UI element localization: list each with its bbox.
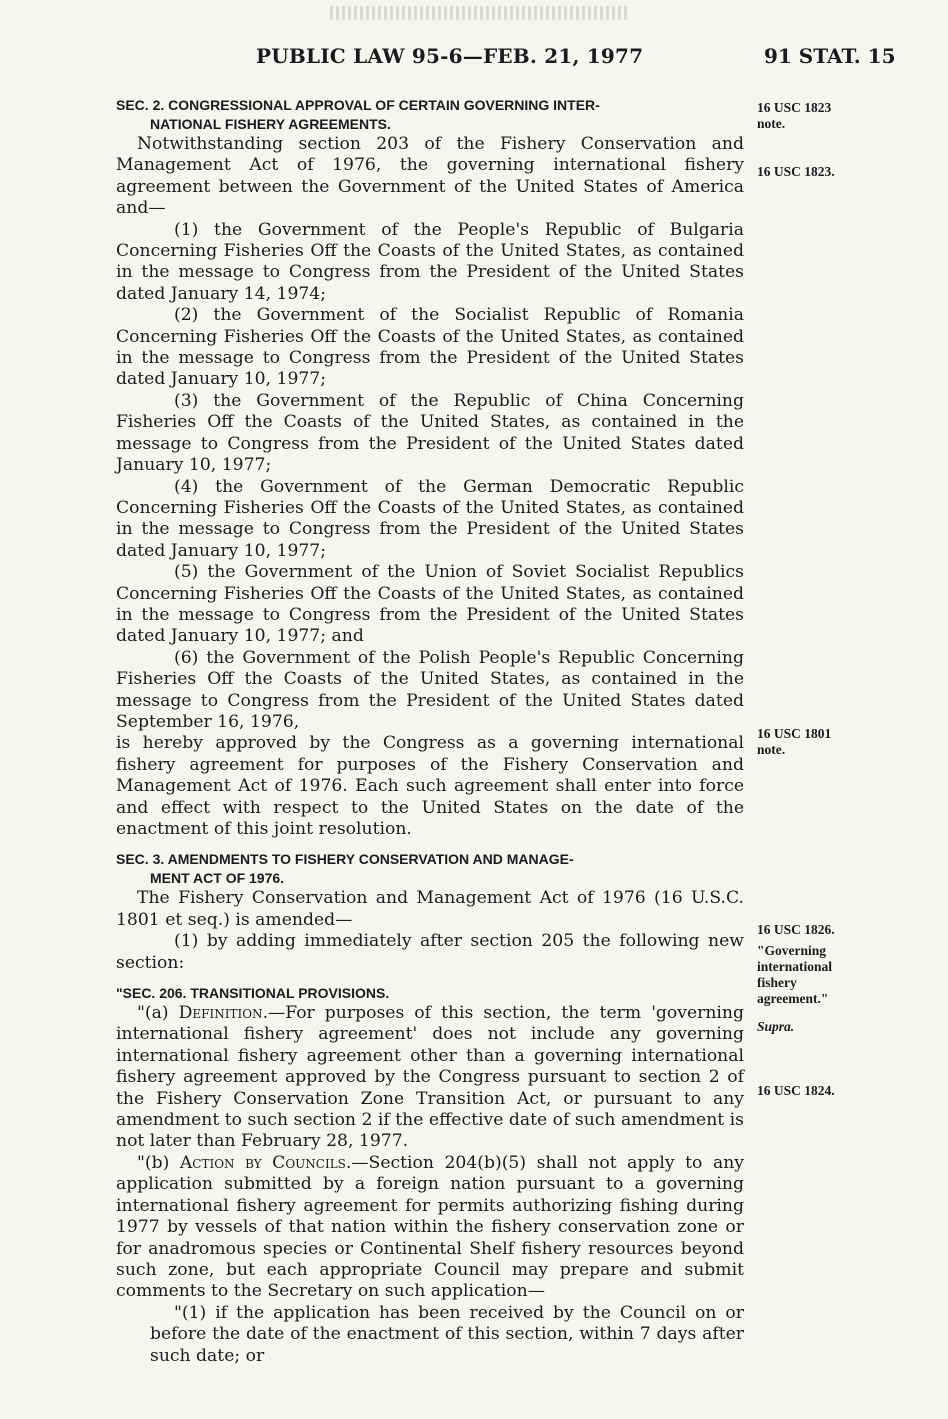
margin-note-16usc1823: 16 USC 1823. [757, 164, 835, 179]
main-text-column [116, 96, 744, 1367]
margin-note-16usc1823-note: 16 USC 1823 note. [757, 100, 832, 131]
sec3-heading [116, 850, 744, 888]
margin-note-supra: Supra. [757, 1019, 795, 1034]
running-head-title: PUBLIC LAW 95-6—FEB. 21, 1977 [256, 44, 644, 68]
definition-caps: Definition [178, 1003, 263, 1024]
sec2-heading-line2: NATIONAL FISHERY AGREEMENTS. [150, 116, 391, 132]
sec3-item-1: (1) by adding immediately after section 205 the following new section: [116, 931, 744, 973]
bleed-through-mark [330, 6, 630, 20]
sec2-item-6: (6) the Government of the Polish People's Republic Concerning Fisheries Off the Coasts of the United States, as contained in the message to Congress from the President of the United States dated September 16, 1976, [116, 647, 744, 732]
sec2-item-2: (2) the Government of the Socialist Republic of Romania Concerning Fisheries Off the Coasts of the United States, as contained in the message to Congress from the President of the United States dated January 10, 1977; [116, 305, 744, 390]
margin-note-16usc1824: 16 USC 1824. [757, 1083, 835, 1098]
sec2-item-1: (1) the Government of the People's Republic of Bulgaria Concerning Fisheries Off the Coasts of the United States, as contained in the message to Congress from the President of the United States dated January 14, 1974; [116, 219, 744, 304]
sec206-subsection-a: "(a) Definition.—For purposes of this section, the term 'governing international fishery agreement' does not include any governing international fishery agreement other than a governing international fishery agreement approved by the Congress pursuant to section 2 of the Fishery Conservation Zone Transition Act, or pursuant to any amendment to such section 2 if the effective date of such amendment is not later than February 28, 1977. [116, 1003, 745, 1152]
sec3-heading-line1: SEC. 3. AMENDMENTS TO FISHERY CONSERVATION AND MANAGE- [116, 851, 574, 868]
sec206-subsection-b: "(b) Action by Councils.—Section 204(b)(5) shall not apply to any application submitted by a foreign nation pursuant to a governing international fishery agreement for permits authorizing fishing during 1977 by vessels of that nation within the fishery conservation zone or for anadromous species or Continental Shelf fishery resources beyond such zone, but each appropriate Council may prepare and submit comments to the Secretary on such application— [116, 1152, 744, 1302]
action-by-councils-caps: Action by Councils [179, 1152, 346, 1173]
sec2-item-5: (5) the Government of the Union of Soviet Socialist Republics Concerning Fisheries Off the Coasts of the United States, as contained in the message to Congress from the President of the United States dated January 10, 1977; and [116, 562, 744, 647]
margin-note-16usc1801-note: 16 USC 1801 note. [757, 726, 832, 757]
sec3-heading-line2: MENT ACT OF 1976. [150, 870, 285, 887]
sec206-b-item-1: "(1) if the application has been received by the Council on or before the date of the enactment of this section, within 7 days after such date; or [150, 1302, 744, 1366]
margin-note-16usc1826: 16 USC 1826. [757, 922, 835, 937]
sec2-item-4: (4) the Government of the German Democratic Republic Concerning Fisheries Off the Coasts of the United States, as contained in the message to Congress from the President of the United States dated January 10, 1977; [116, 476, 744, 561]
sec2-heading-line1: SEC. 2. CONGRESSIONAL APPROVAL OF CERTAIN GOVERNING INTER- [116, 97, 600, 113]
sec206-heading: "SEC. 206. TRANSITIONAL PROVISIONS. [116, 985, 390, 1002]
sec2-heading [116, 96, 744, 134]
running-head-page: 91 STAT. 15 [764, 44, 896, 68]
sec3-intro: The Fishery Conservation and Management Act of 1976 (16 U.S.C. 1801 et seq.) is amended— [116, 888, 744, 930]
margin-note-governing-definition: "Governing international fishery agreement." [757, 943, 833, 1006]
sec2-intro: Notwithstanding section 203 of the Fishery Conservation and Management Act of 1976, the governing international fishery agreement between the Government of the United States of America and— [116, 134, 744, 219]
sec2-closing: is hereby approved by the Congress as a governing international fishery agreement for purposes of the Fishery Conservation and Management Act of 1976. Each such agreement shall enter into force and effect with respect to the United States on the date of the enactment of this joint resolution. [116, 733, 744, 839]
sec2-item-3: (3) the Government of the Republic of China Concerning Fisheries Off the Coasts of the United States, as contained in the message to Congress from the President of the United States dated January 10, 1977; [116, 390, 744, 476]
